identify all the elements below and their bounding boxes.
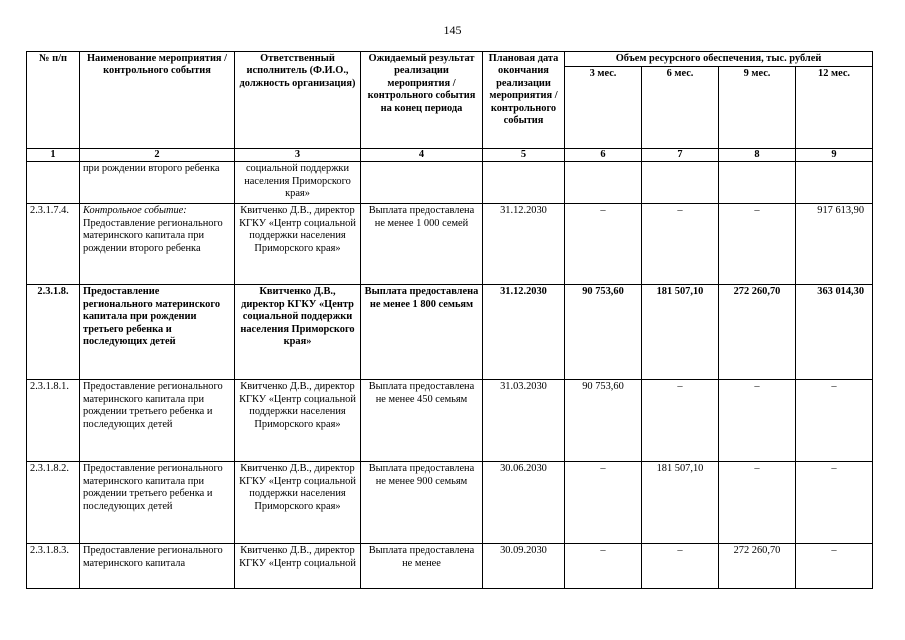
header-3-months: 3 мес. [565,67,642,149]
row-12-months: 363 014,30 [796,285,873,380]
row-result [361,162,483,204]
row-num: 2.3.1.7.4. [27,204,80,285]
table-row [27,380,873,462]
row-12-months [796,162,873,204]
row-6-months: 181 507,10 [642,285,719,380]
table-row [27,285,873,380]
header-result: Ожидаемый результат реализации мероприятия / контрольного события на конец периода [361,52,483,149]
header-12-months: 12 мес. [796,67,873,149]
row-6-months: – [642,204,719,285]
row-3-months: – [565,544,642,589]
row-name [80,285,235,380]
row-9-months: – [719,204,796,285]
row-12-months: – [796,462,873,544]
row-3-months: 90 753,60 [565,285,642,380]
row-6-months [642,162,719,204]
row-date: 31.03.2030 [483,380,565,462]
row-3-months [565,162,642,204]
header-9-months: 9 мес. [719,67,796,149]
row-responsible: Квитченко Д.В., директор КГКУ «Центр социальной поддержки населения Приморского края» [235,462,361,544]
row-num: 2.3.1.8.1. [27,380,80,462]
table-row [27,204,873,285]
table-row [27,162,873,204]
column-number: 7 [642,149,719,162]
header-date: Плановая дата окончания реализации мероприятия / контрольного события [483,52,565,149]
row-result: Выплата предоставлена не менее 1 800 семьям [361,285,483,380]
row-3-months: – [565,204,642,285]
page-number: 145 [443,23,462,37]
row-responsible: Квитченко Д.В., директор КГКУ «Центр социальной поддержки населения Приморского края» [235,204,361,285]
row-responsible: Квитченко Д.В., директор КГКУ «Центр социальной поддержки населения Приморского края» [235,380,361,462]
header-responsible: Ответственный исполнитель (Ф.И.О., должность организация) [235,52,361,149]
column-number: 9 [796,149,873,162]
row-9-months [719,162,796,204]
row-name [80,544,235,589]
row-12-months: – [796,380,873,462]
row-date: 31.12.2030 [483,285,565,380]
row-name-text: Предоставление регионального материнского капитала при рождении третьего ребенка и последующих детей [83,381,223,430]
row-9-months: 272 260,70 [719,285,796,380]
row-responsible: Квитченко Д.В., директор КГКУ «Центр социальной поддержки населения Приморского края» [235,285,361,380]
row-name-text: Предоставление регионального материнского капитала при рождении третьего ребенка и последующих детей [83,463,223,512]
column-number: 3 [235,149,361,162]
column-number-row [27,149,873,162]
row-num [27,162,80,204]
row-date: 30.09.2030 [483,544,565,589]
row-9-months: – [719,380,796,462]
column-number: 2 [80,149,235,162]
row-responsible: социальной поддержки населения Приморского края» [235,162,361,204]
row-name-text: Предоставление регионального материнского капитала [83,545,223,569]
column-number: 6 [565,149,642,162]
row-name-text: при рождении второго ребенка [83,163,220,175]
header-num: № п/п [27,52,80,149]
row-result: Выплата предоставлена не менее [361,544,483,589]
row-result: Выплата предоставлена не менее 450 семьям [361,380,483,462]
row-name-text: Предоставление регионального материнского капитала при рождении третьего ребенка и последующих детей [83,286,221,348]
row-name [80,162,235,204]
row-name [80,204,235,285]
row-12-months: 917 613,90 [796,204,873,285]
row-date [483,162,565,204]
column-number: 8 [719,149,796,162]
row-date: 31.12.2030 [483,204,565,285]
control-event-label: Контрольное событие: [83,205,187,217]
header-6-months: 6 мес. [642,67,719,149]
row-6-months: 181 507,10 [642,462,719,544]
row-num: 2.3.1.8. [27,285,80,380]
row-result: Выплата предоставлена не менее 1 000 семей [361,204,483,285]
row-9-months: 272 260,70 [719,544,796,589]
row-name [80,380,235,462]
row-name-text: Предоставление регионального материнского капитала при рождении второго ребенка [83,217,223,254]
row-9-months: – [719,462,796,544]
header-resource: Объем ресурсного обеспечения, тыс. рублей [565,52,873,67]
resource-table [26,51,873,589]
column-number: 5 [483,149,565,162]
row-result: Выплата предоставлена не менее 900 семьям [361,462,483,544]
row-responsible: Квитченко Д.В., директор КГКУ «Центр социальной [235,544,361,589]
row-num: 2.3.1.8.2. [27,462,80,544]
header-name: Наименование мероприятия / контрольного события [80,52,235,149]
table-row [27,544,873,589]
table-row [27,462,873,544]
row-6-months: – [642,380,719,462]
column-number: 1 [27,149,80,162]
row-6-months: – [642,544,719,589]
row-3-months: – [565,462,642,544]
row-12-months: – [796,544,873,589]
row-date: 30.06.2030 [483,462,565,544]
row-num: 2.3.1.8.3. [27,544,80,589]
row-name [80,462,235,544]
row-3-months: 90 753,60 [565,380,642,462]
column-number: 4 [361,149,483,162]
